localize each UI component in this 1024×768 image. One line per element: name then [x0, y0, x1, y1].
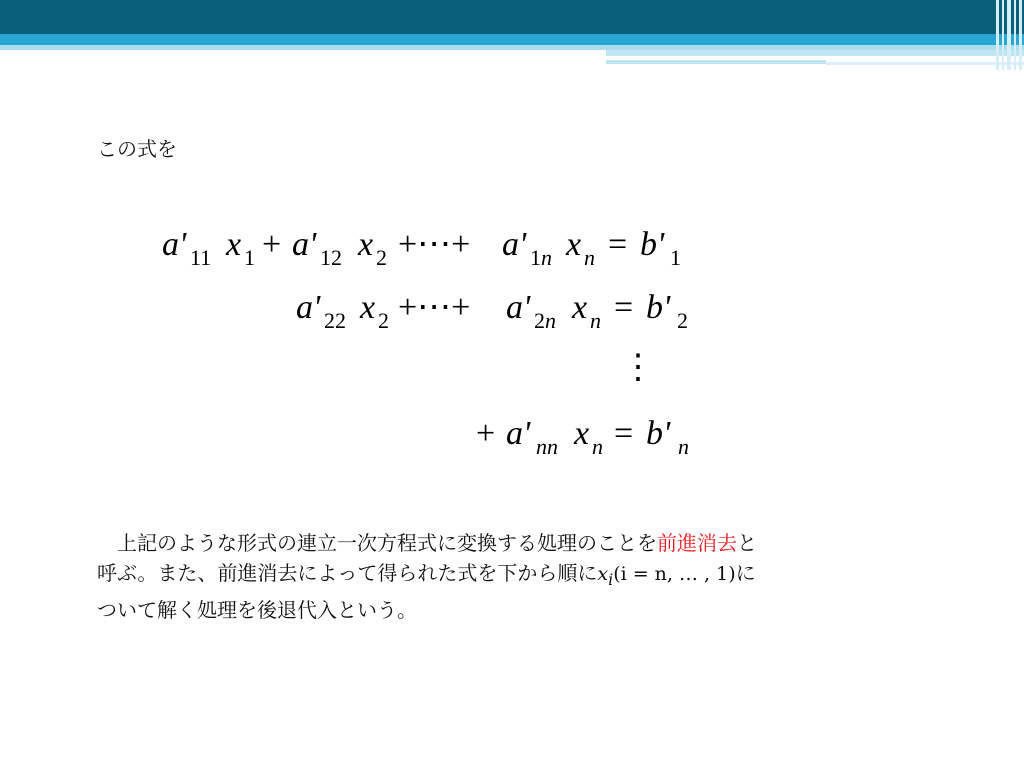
text-segment: と: [737, 531, 757, 555]
paragraph-line-3: ついて解く処理を後退代入という。: [97, 597, 417, 622]
sub-1: 1: [244, 245, 255, 270]
var-x1: x: [226, 226, 242, 263]
coef-a11: a': [162, 226, 187, 263]
sub-n: n: [678, 434, 689, 459]
header-vertical-bars: [994, 0, 1024, 70]
math-range: (i = n, … , 1): [613, 563, 736, 585]
paragraph-line-1: [97, 528, 947, 558]
header-band-dark: [0, 0, 1024, 34]
var-xn: x: [574, 415, 590, 452]
sub-1: 1: [530, 245, 541, 270]
header-accent-line: [606, 50, 1024, 56]
plus-dots-plus-op: +⋯+: [398, 289, 471, 326]
sub-2: 2: [376, 245, 387, 270]
sub-1: 1: [670, 245, 681, 270]
explanation-paragraph: [97, 528, 947, 625]
equation-row-3: [476, 415, 689, 459]
equals-op: =: [608, 226, 628, 263]
rhs-bn: b': [646, 415, 671, 452]
coef-ann: a': [506, 415, 531, 452]
sub-n: n: [592, 434, 603, 459]
plus-op: +: [476, 415, 496, 452]
paragraph-line-2: [97, 558, 947, 595]
equation-system: [150, 210, 710, 470]
equation-row-2: [296, 289, 688, 333]
coef-a22: a': [296, 289, 321, 326]
sub-2: 2: [378, 308, 389, 333]
equation-row-1: [162, 226, 681, 270]
math-var-x: x: [597, 563, 609, 585]
rhs-b1: b': [640, 226, 665, 263]
sub-n: n: [590, 308, 601, 333]
sub-n: n: [541, 245, 552, 270]
coef-a2n: a': [506, 289, 531, 326]
sub-n: n: [584, 245, 595, 270]
coef-a1n: a': [502, 226, 527, 263]
sub-n: n: [545, 308, 556, 333]
coef-a12: a': [292, 226, 317, 263]
equals-op: =: [614, 415, 634, 452]
equals-op: =: [614, 289, 634, 326]
header-band-blue: [0, 34, 1024, 45]
text-segment: に: [735, 561, 756, 585]
var-xn: x: [566, 226, 582, 263]
text-segment: 上記のような形式の連立一次方程式に変換する処理のことを: [97, 531, 657, 555]
intro-text: この式を: [97, 137, 177, 161]
sub-12: 12: [320, 245, 342, 270]
sub-2: 2: [534, 308, 545, 333]
var-x2: x: [358, 226, 374, 263]
sub-2: 2: [677, 308, 688, 333]
var-x2: x: [360, 289, 376, 326]
sub-11: 11: [190, 245, 212, 270]
rhs-b2: b': [646, 289, 671, 326]
plus-op: +: [262, 226, 282, 263]
header-decoration: [0, 0, 1024, 75]
sub-22: 22: [324, 308, 346, 333]
text-segment: 呼ぶ。また、前進消去によって得られた式を下から順に: [97, 561, 598, 585]
inline-math: [597, 563, 736, 589]
equation-svg: [150, 210, 710, 470]
vertical-ellipsis: ⋮: [621, 349, 655, 386]
var-xn: x: [572, 289, 588, 326]
sub-nn: nn: [536, 434, 558, 459]
math-sub-i: i: [608, 569, 614, 589]
header-accent-line: [606, 60, 826, 64]
highlight-term-forward-elimination: 前進消去: [657, 531, 737, 555]
plus-dots-plus-op: +⋯+: [398, 226, 471, 263]
